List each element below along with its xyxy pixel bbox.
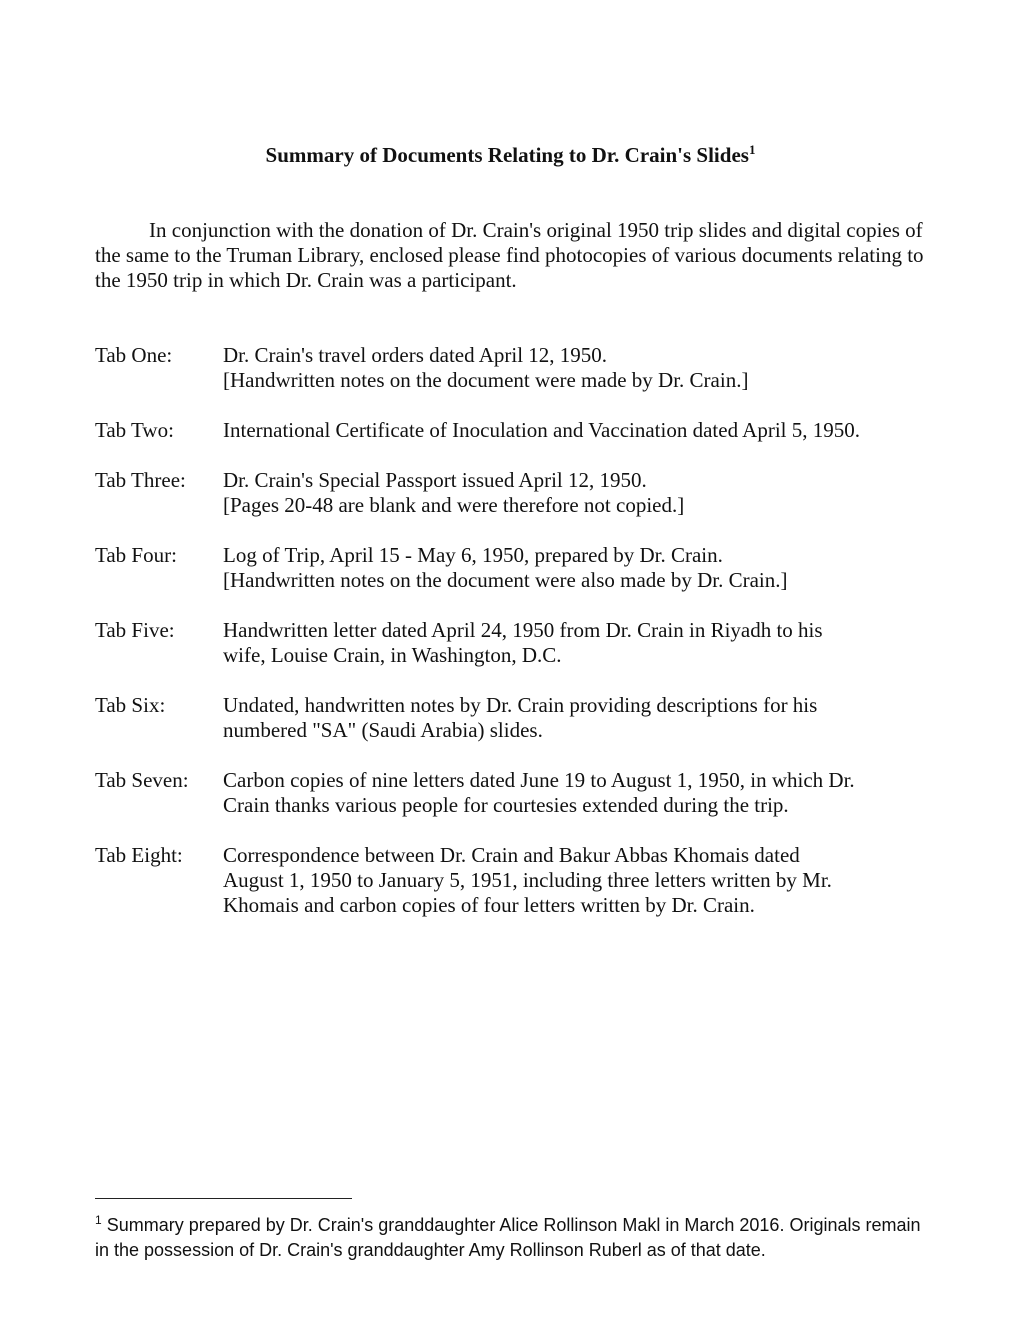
tab-description-line: [Handwritten notes on the document were also made by Dr. Crain.] — [223, 568, 788, 592]
footnote — [95, 1213, 935, 1263]
tab-description-line: Khomais and carbon copies of four letters written by Dr. Crain. — [223, 893, 755, 917]
tab-description — [223, 343, 928, 393]
tab-description-line: Dr. Crain's Special Passport issued April 12, 1950. — [223, 468, 647, 492]
tab-description-line: [Pages 20-48 are blank and were therefore not copied.] — [223, 493, 685, 517]
footnote-mark: 1 — [95, 1213, 102, 1227]
tab-description — [223, 543, 928, 593]
tab-label: Tab Two: — [95, 418, 174, 442]
tab-description-line: August 1, 1950 to January 5, 1951, including three letters written by Mr. — [223, 868, 832, 892]
tab-description — [223, 843, 928, 918]
tab-label: Tab Six: — [95, 693, 166, 717]
tab-label: Tab Eight: — [95, 843, 183, 867]
title-footnote-mark: 1 — [748, 142, 756, 157]
tab-label: Tab Three: — [95, 468, 186, 492]
tab-description-line: Undated, handwritten notes by Dr. Crain providing descriptions for his — [223, 693, 818, 717]
tab-description — [223, 468, 928, 518]
tab-description — [223, 418, 928, 443]
tab-label: Tab Seven: — [95, 768, 189, 792]
tab-description-line: numbered "SA" (Saudi Arabia) slides. — [223, 718, 543, 742]
footnote-divider — [95, 1198, 352, 1199]
tab-description-line: International Certificate of Inoculation and Vaccination dated April 5, 1950. — [223, 418, 860, 442]
tab-label: Tab One: — [95, 343, 173, 367]
tab-description-line: Carbon copies of nine letters dated June 19 to August 1, 1950, in which Dr. — [223, 768, 855, 792]
tab-description-line: Handwritten letter dated April 24, 1950 from Dr. Crain in Riyadh to his — [223, 618, 823, 642]
tab-description — [223, 618, 928, 668]
document-title — [0, 143, 1021, 168]
footnote-text: Summary prepared by Dr. Crain's granddaughter Alice Rollinson Makl in March 2016. Originals remain in the possession of Dr. Crain's granddaughter Amy Rollinson Ruberl as of that date. — [95, 1215, 921, 1260]
tab-description — [223, 768, 928, 818]
tab-label: Tab Four: — [95, 543, 177, 567]
tab-description-line: [Handwritten notes on the document were made by Dr. Crain.] — [223, 368, 749, 392]
tab-label: Tab Five: — [95, 618, 175, 642]
tab-description-line: Log of Trip, April 15 - May 6, 1950, prepared by Dr. Crain. — [223, 543, 723, 567]
title-text: Summary of Documents Relating to Dr. Crain's Slides — [265, 143, 749, 167]
tab-description-line: wife, Louise Crain, in Washington, D.C. — [223, 643, 562, 667]
tab-description-line: Dr. Crain's travel orders dated April 12, 1950. — [223, 343, 608, 367]
intro-paragraph: In conjunction with the donation of Dr. Crain's original 1950 trip slides and digital copies of the same to the Truman Library, enclosed please find photocopies of various documents relating to the 1950 trip in which Dr. Crain was a participant. — [95, 218, 924, 292]
tab-description-line: Correspondence between Dr. Crain and Bakur Abbas Khomais dated — [223, 843, 800, 867]
tab-description-line: Crain thanks various people for courtesies extended during the trip. — [223, 793, 789, 817]
tab-description — [223, 693, 928, 743]
